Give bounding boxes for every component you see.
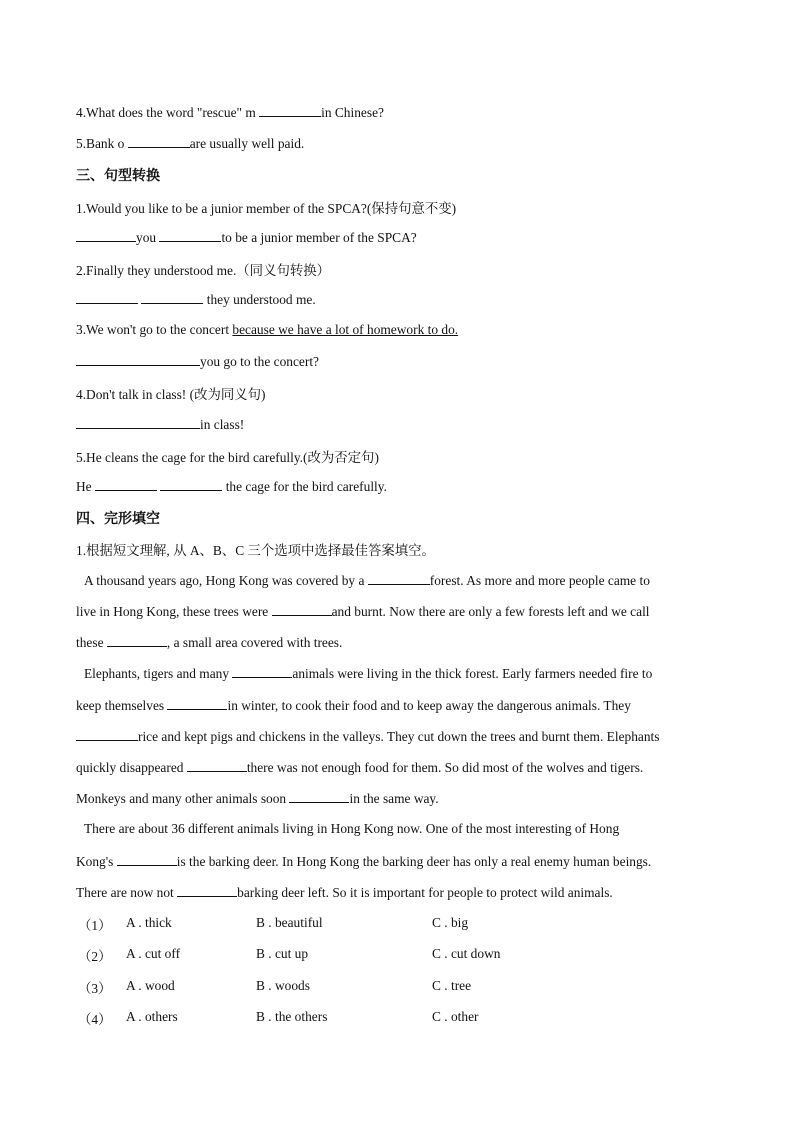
option-number: （2）	[78, 949, 112, 964]
answer-text: the cage for the bird carefully.	[225, 479, 387, 494]
answer-text: you go to the concert?	[200, 354, 319, 369]
question-3-4-answer	[76, 416, 244, 433]
option-b[interactable]: B . beautiful	[256, 915, 323, 930]
passage-line	[76, 853, 651, 870]
passage-line	[76, 790, 439, 807]
prompt-text: 3.We won't go to the concert	[76, 322, 233, 337]
answer-text: in class!	[200, 417, 245, 432]
passage-text: Monkeys and many other animals soon	[76, 791, 287, 806]
passage-text: and burnt. Now there are only a few forests left and we call	[331, 604, 650, 619]
passage-text: quickly disappeared	[76, 760, 184, 775]
question-3-3-prompt	[76, 322, 458, 338]
cloze-blank-10[interactable]	[177, 884, 237, 897]
question-text: 4.What does the word "rescue" m	[76, 105, 256, 120]
passage-text: , a small area covered with trees.	[166, 635, 343, 650]
answer-text: to be a junior member of the SPCA?	[221, 230, 417, 245]
answer-blank[interactable]	[259, 104, 321, 117]
answer-blank[interactable]	[128, 135, 190, 148]
cloze-blank-4[interactable]	[232, 665, 292, 678]
cloze-blank-3[interactable]	[107, 634, 167, 647]
option-a[interactable]: A . others	[126, 1009, 178, 1024]
question-3-5-prompt: 5.He cleans the cage for the bird carefully.(改为否定句)	[76, 450, 379, 465]
option-row	[0, 978, 794, 996]
cloze-blank-8[interactable]	[289, 790, 349, 803]
question-3-3-answer	[76, 353, 319, 370]
answer-blank[interactable]	[160, 478, 222, 491]
question-3-2-prompt: 2.Finally they understood me.（同义句转换）	[76, 263, 331, 278]
passage-text: Kong's	[76, 854, 114, 869]
passage-text: animals were living in the thick forest. Early farmers needed fire to	[292, 666, 653, 681]
passage-line: There are about 36 different animals living in Hong Kong now. One of the most interesting of Hong	[84, 821, 620, 836]
question-2-5	[76, 135, 304, 152]
passage-line	[76, 603, 650, 620]
option-row	[0, 1009, 794, 1027]
cloze-blank-6[interactable]	[76, 728, 138, 741]
cloze-blank-1[interactable]	[368, 572, 430, 585]
question-3-5-answer	[76, 478, 387, 495]
passage-text: Elephants, tigers and many	[84, 666, 230, 681]
question-text: in Chinese?	[321, 105, 384, 120]
option-number: （1）	[78, 918, 112, 933]
answer-text: you	[136, 230, 157, 245]
passage-line	[84, 572, 650, 589]
answer-blank[interactable]	[141, 291, 203, 304]
section-heading-three: 三、句型转换	[76, 168, 160, 184]
question-3-1-prompt: 1.Would you like to be a junior member of the SPCA?(保持句意不变)	[76, 201, 457, 216]
answer-blank[interactable]	[76, 229, 136, 242]
option-c[interactable]: C . tree	[432, 978, 472, 993]
option-a[interactable]: A . cut off	[126, 946, 181, 961]
answer-blank[interactable]	[76, 353, 200, 366]
passage-text: There are now not	[76, 885, 174, 900]
passage-text: live in Hong Kong, these trees were	[76, 604, 269, 619]
cloze-blank-5[interactable]	[167, 697, 227, 710]
passage-text: barking deer left. So it is important for people to protect wild animals.	[237, 885, 613, 900]
option-row	[0, 946, 794, 964]
question-3-4-prompt: 4.Don't talk in class! (改为同义句)	[76, 387, 266, 402]
passage-line	[84, 665, 652, 682]
option-a[interactable]: A . wood	[126, 978, 175, 993]
question-text: 5.Bank o	[76, 136, 125, 151]
passage-line	[76, 634, 342, 651]
question-2-4	[76, 104, 384, 121]
passage-text: in winter, to cook their food and to keep away the dangerous animals. They	[227, 698, 631, 713]
option-number: （4）	[78, 1012, 112, 1027]
passage-text: there was not enough food for them. So did most of the wolves and tigers.	[246, 760, 644, 775]
option-c[interactable]: C . other	[432, 1009, 479, 1024]
option-a[interactable]: A . thick	[126, 915, 172, 930]
passage-text: is the barking deer. In Hong Kong the barking deer has only a real enemy human beings.	[176, 854, 652, 869]
cloze-blank-7[interactable]	[187, 759, 247, 772]
question-text: are usually well paid.	[189, 136, 305, 151]
section-heading-four: 四、完形填空	[76, 511, 160, 527]
answer-blank[interactable]	[76, 416, 200, 429]
answer-text: He	[76, 479, 92, 494]
option-row	[0, 915, 794, 933]
question-3-1-answer	[76, 229, 417, 246]
answer-blank[interactable]	[159, 229, 221, 242]
passage-text: in the same way.	[349, 791, 439, 806]
answer-blank[interactable]	[95, 478, 157, 491]
option-b[interactable]: B . the others	[256, 1009, 328, 1024]
cloze-blank-9[interactable]	[117, 853, 177, 866]
passage-text: keep themselves	[76, 698, 165, 713]
cloze-blank-2[interactable]	[272, 603, 332, 616]
question-3-2-answer	[76, 291, 316, 308]
passage-text: these	[76, 635, 104, 650]
passage-text: A thousand years ago, Hong Kong was covered by a	[84, 573, 365, 588]
passage-text: rice and kept pigs and chickens in the valleys. They cut down the trees and burnt them. Elephants	[138, 729, 660, 744]
option-b[interactable]: B . woods	[256, 978, 310, 993]
passage-line	[76, 728, 659, 745]
option-c[interactable]: C . big	[432, 915, 469, 930]
passage-text: forest. As more and more people came to	[429, 573, 650, 588]
answer-text: they understood me.	[206, 292, 316, 307]
cloze-instruction: 1.根据短文理解, 从 A、B、C 三个选项中选择最佳答案填空。	[76, 543, 435, 558]
underlined-phrase: because we have a lot of homework to do.	[232, 322, 459, 337]
option-b[interactable]: B . cut up	[256, 946, 309, 961]
option-c[interactable]: C . cut down	[432, 946, 501, 961]
passage-line	[76, 884, 613, 901]
passage-line	[76, 697, 631, 714]
answer-blank[interactable]	[76, 291, 138, 304]
option-number: （3）	[78, 981, 112, 996]
passage-line	[76, 759, 643, 776]
